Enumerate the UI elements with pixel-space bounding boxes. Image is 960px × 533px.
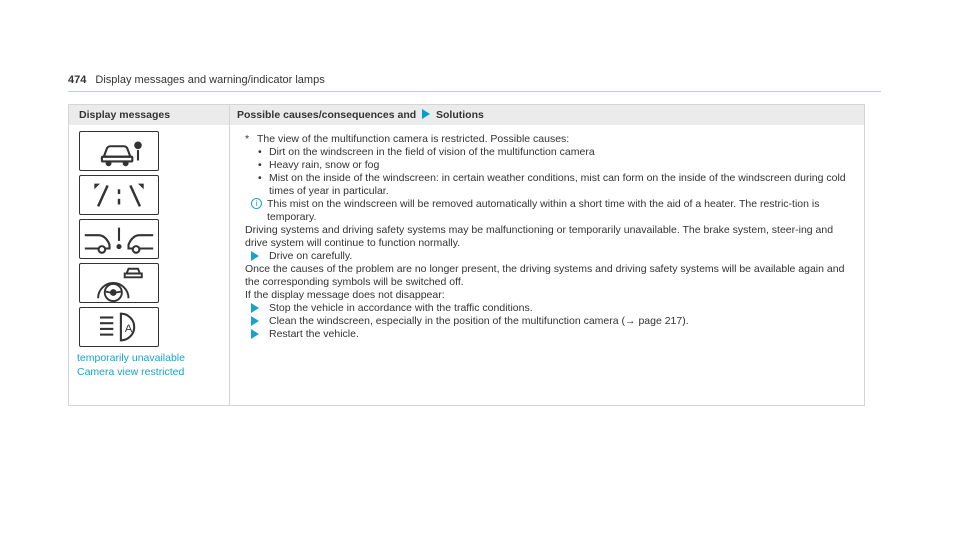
cause-text: Heavy rain, snow or fog bbox=[269, 159, 380, 171]
message-status-label: temporarily unavailable bbox=[77, 352, 185, 364]
cars-warning-icon bbox=[79, 219, 159, 259]
message-camera-label: Camera view restricted bbox=[77, 366, 185, 378]
intro-text: The view of the multifunction camera is restricted. Possible causes: bbox=[257, 133, 570, 145]
action-arrow-icon bbox=[251, 329, 259, 339]
action-text: Stop the vehicle in accordance with the traffic conditions. bbox=[269, 302, 533, 314]
cause-text: Dirt on the windscreen in the field of vision of the multifunction camera bbox=[269, 146, 595, 158]
note-text: This mist on the windscreen will be removed automatically within a short time with the aid of a heater. The restric-tion is temporary. bbox=[267, 198, 820, 223]
action-text: Clean the windscreen, especially in the position of the multifunction camera (→ page 217). bbox=[269, 315, 689, 327]
action-arrow-icon bbox=[251, 251, 259, 261]
bullet-icon: • bbox=[258, 146, 262, 158]
action-item bbox=[245, 250, 855, 263]
action-item bbox=[245, 328, 855, 341]
arrow-right-icon bbox=[422, 109, 430, 119]
steering-assist-icon bbox=[79, 263, 159, 303]
footnote-star: * bbox=[245, 133, 250, 145]
page-header bbox=[68, 74, 325, 86]
once-text: Once the causes of the problem are no longer present, the driving systems and driving safety systems will be available again and the corresponding symbols will be switched off. bbox=[245, 263, 845, 288]
display-messages-table bbox=[68, 104, 865, 406]
col-display-messages-header: Display messages bbox=[79, 109, 171, 121]
auto-headlamp-icon bbox=[79, 307, 159, 347]
action-arrow-icon bbox=[251, 316, 259, 326]
header-divider bbox=[68, 91, 881, 92]
bullet-icon: • bbox=[258, 159, 262, 171]
list-item bbox=[245, 159, 855, 172]
action-item bbox=[245, 315, 855, 328]
if-text: If the display message does not disappear: bbox=[245, 289, 445, 301]
column-divider bbox=[229, 105, 230, 405]
info-icon: i bbox=[251, 198, 262, 209]
camera-car-icon bbox=[79, 131, 159, 171]
consequence-text: Driving systems and driving safety systems may be malfunctioning or temporarily unavailable. The brake system, steer-ing and drive system will continue to function normally. bbox=[245, 224, 834, 249]
action-item bbox=[245, 302, 855, 315]
action-arrow-icon bbox=[251, 303, 259, 313]
causes-solutions-column bbox=[245, 133, 855, 341]
info-note bbox=[245, 198, 855, 224]
col-causes-header bbox=[237, 109, 484, 121]
bullet-icon: • bbox=[258, 172, 262, 184]
list-item bbox=[245, 146, 855, 159]
page-number: 474 bbox=[68, 74, 87, 86]
page-title: Display messages and warning/indicator lamps bbox=[95, 74, 325, 86]
action-text: Drive on carefully. bbox=[269, 250, 353, 262]
action-text: Restart the vehicle. bbox=[269, 328, 359, 340]
list-item bbox=[245, 172, 855, 198]
col-causes-header-text: Possible causes/consequences and bbox=[237, 109, 417, 121]
table-header bbox=[69, 105, 864, 125]
svg-text:A: A bbox=[124, 322, 133, 335]
intro-paragraph bbox=[245, 133, 855, 146]
col-solutions-header-text: Solutions bbox=[436, 109, 484, 121]
lane-markings-icon bbox=[79, 175, 159, 215]
cause-text: Mist on the inside of the windscreen: in certain weather conditions, mist can form on the inside of the windscreen during cold times of year in particular. bbox=[269, 172, 846, 197]
